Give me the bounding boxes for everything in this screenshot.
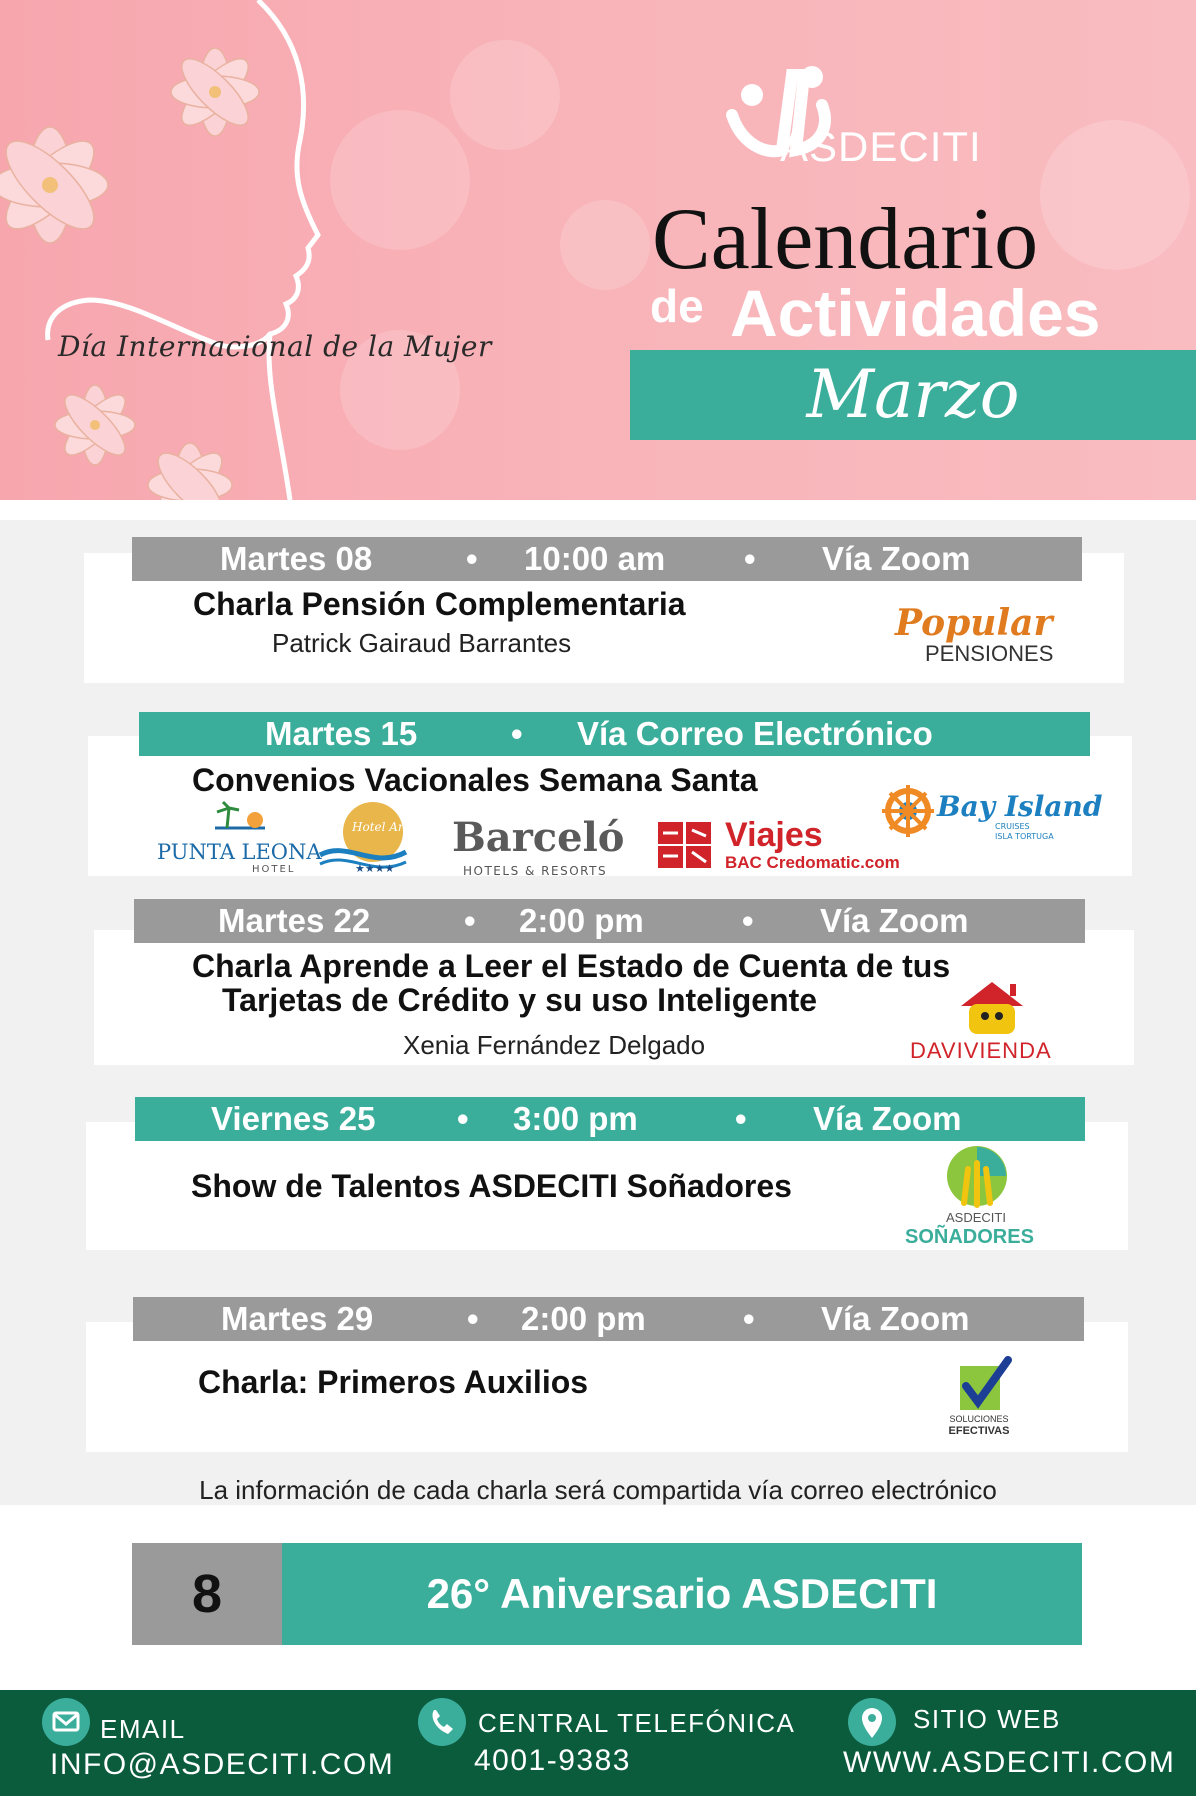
event-date: Viernes 25 [211, 1100, 376, 1137]
event-title: Charla: Primeros Auxilios [198, 1364, 589, 1400]
barcelo-logo: Barceló [452, 814, 625, 861]
bay-island-wheel-icon [878, 783, 938, 839]
soluciones-efectivas-logo [944, 1414, 1014, 1438]
anniversary-day: 8 [132, 1543, 282, 1645]
anniversary-text: 26° Aniversario ASDECITI [282, 1543, 1082, 1645]
month-band [630, 350, 1196, 440]
event-date: Martes 29 [221, 1300, 374, 1337]
email-label: EMAIL [100, 1714, 186, 1744]
event-speaker: Patrick Gairaud Barrantes [272, 628, 572, 658]
phone-icon [418, 1698, 466, 1746]
separator-dot: • [457, 1100, 469, 1137]
phone-label: CENTRAL TELEFÓNICA [478, 1708, 796, 1738]
lotus-flower-icon [130, 440, 250, 500]
davivienda-house-icon [955, 978, 1029, 1038]
event-header-bar [135, 1097, 1085, 1141]
efectivas-text: EFECTIVAS [948, 1424, 1010, 1437]
lotus-flower-icon [160, 35, 270, 150]
event-title: Convenios Vacionales Semana Santa [192, 762, 758, 798]
info-note: La información de cada charla será compartida vía correo electrónico [199, 1475, 997, 1505]
davivienda-logo: DAVIVIENDA [910, 1038, 1052, 1063]
event-time: 3:00 pm [513, 1100, 638, 1137]
email-icon [42, 1698, 90, 1746]
event-time: 10:00 am [524, 540, 666, 577]
title-calendario: Calendario [652, 191, 1039, 288]
month-label: Marzo [806, 356, 1020, 433]
event-speaker: Xenia Fernández Delgado [403, 1030, 706, 1060]
separator-dot: • [511, 715, 523, 752]
event-mode: Vía Zoom [820, 902, 969, 939]
sonadores-logo-text-b: SOÑADORES [905, 1226, 1034, 1248]
title-de: de [650, 280, 704, 332]
email-link[interactable]: INFO@ASDECITI.COM [50, 1748, 395, 1781]
separator-dot: • [743, 1300, 755, 1337]
separator-dot: • [464, 902, 476, 939]
phone-link[interactable]: 4001-9383 [474, 1744, 631, 1777]
womens-day-text: Día Internacional de la Mujer [58, 330, 492, 363]
checkmark-icon [956, 1356, 1014, 1414]
event-mode: Vía Correo Electrónico [577, 715, 933, 752]
viajes-icon [658, 822, 713, 868]
footer-bar [0, 1690, 1196, 1796]
event-date: Martes 15 [265, 715, 418, 752]
event-title-line2: Tarjetas de Crédito y su uso Inteligente [222, 982, 818, 1018]
bokeh-circle [1040, 120, 1190, 270]
bay-island-logo: Bay Island [937, 790, 1103, 823]
event-mode: Vía Zoom [821, 1300, 970, 1337]
bokeh-circle [560, 200, 650, 290]
header-banner [0, 0, 1196, 500]
bay-island-sub2: ISLA TORTUGA [995, 832, 1054, 841]
hotel-arenas-text: Hotel Arenas [352, 820, 432, 834]
bay-island-sub1: CRUISES [995, 822, 1030, 831]
sonadores-logo-text-a: ASDECITI [946, 1210, 1006, 1225]
event-title: Charla Pensión Complementaria [193, 586, 686, 622]
hotel-arenas-stars: ★★★★ [355, 862, 395, 875]
sonadores-logo-icon [944, 1143, 1010, 1209]
event-header-bar [139, 712, 1090, 756]
event-time: 2:00 pm [521, 1300, 646, 1337]
event-mode: Vía Zoom [813, 1100, 962, 1137]
event-date: Martes 08 [220, 540, 373, 577]
punta-leona-sub: HOTEL [252, 864, 296, 875]
pensiones-logo-text: PENSIONES [925, 641, 1054, 666]
separator-dot: • [466, 540, 478, 577]
separator-dot: • [735, 1100, 747, 1137]
title-actividades: Actividades [730, 276, 1101, 350]
event-time: 2:00 pm [519, 902, 644, 939]
barcelo-sub: HOTELS & RESORTS [463, 864, 608, 878]
viajes-logo: Viajes [725, 816, 823, 854]
punta-leona-logo: PUNTA LEONA [157, 840, 322, 864]
location-pin-icon [848, 1698, 896, 1746]
website-link[interactable]: WWW.ASDECITI.COM [843, 1746, 1176, 1779]
event-mode: Vía Zoom [822, 540, 971, 577]
event-date: Martes 22 [218, 902, 371, 939]
event-title-line1: Charla Aprende a Leer el Estado de Cuenta de tus [192, 948, 951, 984]
website-label: SITIO WEB [913, 1704, 1061, 1734]
event-header-bar [133, 1297, 1084, 1341]
separator-dot: • [744, 540, 756, 577]
soluciones-text: SOLUCIONES [949, 1414, 1009, 1424]
bac-credomatic-logo: BAC Credomatic.com [725, 853, 900, 872]
event-title: Show de Talentos ASDECITI Soñadores [191, 1168, 792, 1204]
lotus-flower-icon [0, 100, 150, 270]
popular-logo: Popular [895, 602, 1053, 644]
asdeciti-logo-text: ASDECITI [780, 123, 982, 170]
punta-leona-palm-icon [205, 800, 285, 832]
separator-dot: • [742, 902, 754, 939]
separator-dot: • [467, 1300, 479, 1337]
event-header-bar [134, 899, 1085, 943]
event-header-bar [132, 537, 1082, 581]
